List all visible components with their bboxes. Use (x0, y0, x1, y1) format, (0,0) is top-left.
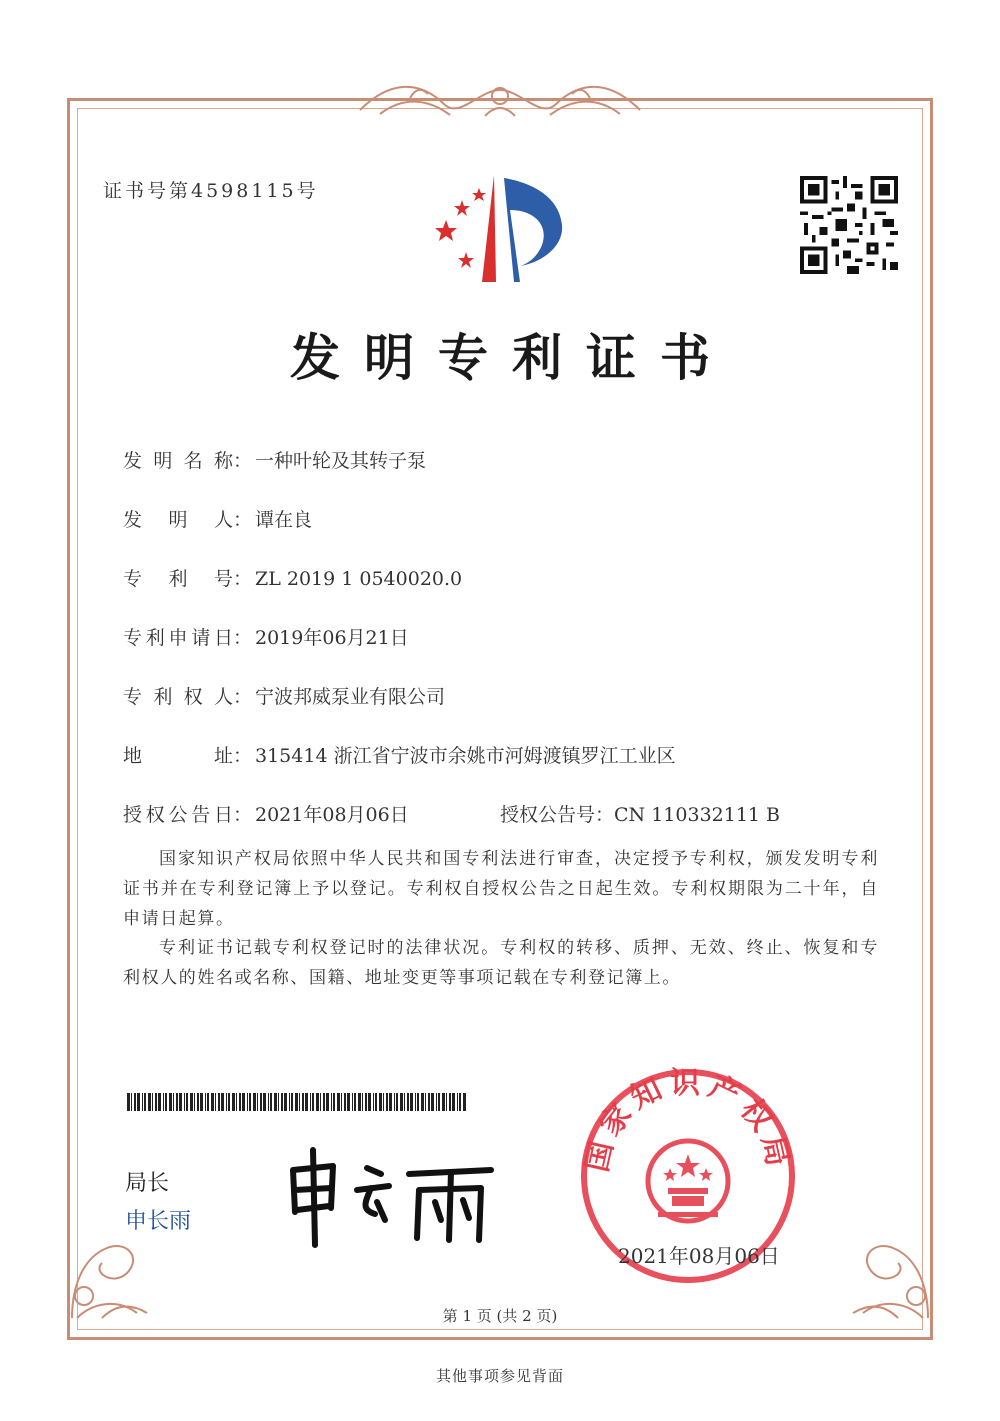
footer-note: 其他事项参见背面 (435, 1367, 564, 1385)
paragraph-legal-status: 专利证书记载专利权登记时的法律状况。专利权的转移、质押、无效、终止、恢复和专利权人的姓名或名称、国籍、地址变更等事项记载在专利登记簿上。 (123, 938, 879, 988)
label-inventor: 发 明 人 (123, 509, 233, 531)
label-patentee: 专 利 权 人 (123, 686, 233, 708)
svg-text:国家知识产权局: 国家知识产权局 (579, 1066, 797, 1176)
certificate-title: 发明专利证书 (290, 328, 734, 387)
field-address: 地 址 ： 315414 浙江省宁波市余姚市河姆渡镇罗江工业区 (123, 741, 676, 768)
label-patent-number: 专 利 号 (123, 568, 233, 590)
director-signature-icon (285, 1140, 505, 1250)
value-grant-date: 2021年08月06日 (255, 804, 409, 826)
director-title: 局长 (125, 1171, 170, 1196)
seal-date: 2021年08月06日 (618, 1244, 780, 1268)
top-ornament-icon (350, 70, 650, 130)
certificate-number: 证书号第4598115号 (103, 180, 319, 202)
value-inventor: 谭在良 (255, 509, 313, 531)
field-grant-date: 授 权 公 告 日 ： 2021年08月06日 (123, 800, 409, 827)
label-filing-date: 专 利 申 请 日 (123, 627, 233, 649)
qr-code-icon (800, 176, 898, 274)
label-grant-date: 授 权 公 告 日 (123, 804, 233, 826)
label-grant-number: 授权公告号： (500, 804, 615, 826)
value-filing-date: 2019年06月21日 (255, 627, 409, 649)
value-patent-number: ZL 2019 1 0540020.0 (255, 568, 463, 590)
page-number: 第 1 页 (共 2 页) (442, 1307, 558, 1325)
label-address: 地 址 (123, 745, 233, 767)
director-name: 申长雨 (125, 1209, 192, 1234)
field-patent-number: 专 利 号 ： ZL 2019 1 0540020.0 (123, 564, 462, 591)
field-inventor: 发 明 人 ： 谭在良 (123, 505, 312, 532)
value-address: 315414 浙江省宁波市余姚市河姆渡镇罗江工业区 (255, 745, 676, 767)
field-grant-number (500, 800, 780, 827)
value-patentee: 宁波邦威泵业有限公司 (255, 686, 446, 708)
barcode-icon (127, 1093, 467, 1111)
paragraph-grant-statement: 国家知识产权局依照中华人民共和国专利法进行审查，决定授予专利权，颁发发明专利证书并在专利登记簿上予以登记。专利权自授权公告之日起生效。专利权期限为二十年，自申请日起算。 (123, 849, 879, 929)
field-patentee: 专 利 权 人 ： 宁波邦威泵业有限公司 (123, 682, 445, 709)
label-invention-name: 发 明 名 称 (123, 450, 233, 472)
value-invention-name: 一种叶轮及其转子泵 (255, 450, 427, 472)
field-invention-name: 发 明 名 称 ： 一种叶轮及其转子泵 (123, 446, 426, 473)
patent-office-logo-icon (424, 170, 579, 285)
field-filing-date: 专 利 申 请 日 ： 2019年06月21日 (123, 623, 409, 650)
value-grant-number: CN 110332111 B (614, 804, 781, 826)
